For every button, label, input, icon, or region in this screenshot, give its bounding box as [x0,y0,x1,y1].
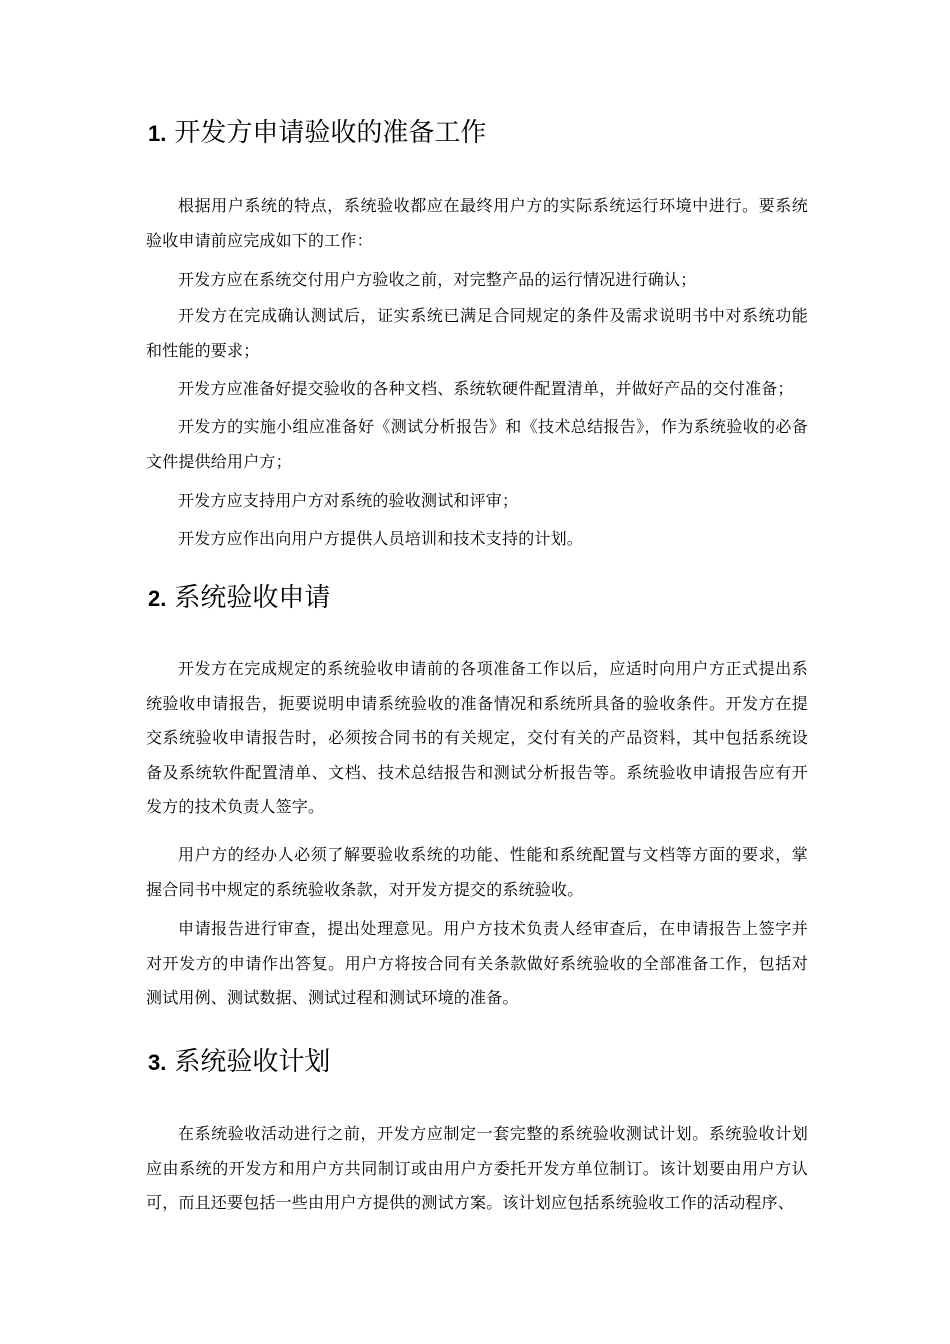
section-3-heading [148,1045,330,1080]
paragraph: 开发方在完成确认测试后，证实系统已满足合同规定的条件及需求说明书中对系统功能和性能的要求； [146,306,808,360]
section-title: 系统验收计划 [174,1047,331,1077]
paragraph: 在系统验收活动进行之前，开发方应制定一套完整的系统验收测试计划。系统验收计划应由系统的开发方和用户方共同制订或由用户方委托开发方单位制订。该计划要由用户方认可，而且还要包括一些由用户方提供的测试方案。该计划应包括系统验收工作的活动程序、 [146,1124,808,1212]
section-number: 1. [148,121,167,146]
paragraph: 开发方应支持用户方对系统的验收测试和评审； [178,491,519,510]
paragraph: 开发方应准备好提交验收的各种文档、系统软硬件配置清单，并做好产品的交付准备； [178,379,794,398]
paragraph: 开发方在完成规定的系统验收申请前的各项准备工作以后，应适时向用户方正式提出系统验收申请报告，扼要说明申请系统验收的准备情况和系统所具备的验收条件。开发方在提交系统验收申请报告时，必须按合同书的有关规定，交付有关的产品资料，其中包括系统设备及系统软件配置清单、文档、技术总结报告和测试分析报告等。系统验收申请报告应有开发方的技术负责人签字。 [146,659,808,816]
paragraph: 用户方的经办人必须了解要验收系统的功能、性能和系统配置与文档等方面的要求，掌握合同书中规定的系统验收条款，对开发方提交的系统验收。 [146,845,808,899]
section-2-heading [148,581,330,616]
paragraph: 开发方应作出向用户方提供人员培训和技术支持的计划。 [178,529,584,548]
section-number: 2. [148,586,167,611]
paragraph: 根据用户系统的特点，系统验收都应在最终用户方的实际系统运行环境中进行。要系统验收申请前应完成如下的工作： [146,196,808,250]
paragraph: 开发方应在系统交付用户方验收之前，对完整产品的运行情况进行确认； [178,270,697,289]
section-number: 3. [148,1050,167,1075]
section-title: 系统验收申请 [174,583,331,613]
paragraph: 开发方的实施小组应准备好《测试分析报告》和《技术总结报告》，作为系统验收的必备文件提供给用户方； [146,417,808,471]
section-title: 开发方申请验收的准备工作 [174,118,487,148]
section-1-heading [148,116,486,151]
paragraph: 申请报告进行审查，提出处理意见。用户方技术负责人经审查后，在申请报告上签字并对开发方的申请作出答复。用户方将按合同有关条款做好系统验收的全部准备工作，包括对测试用例、测试数据、测试过程和测试环境的准备。 [146,919,808,1007]
